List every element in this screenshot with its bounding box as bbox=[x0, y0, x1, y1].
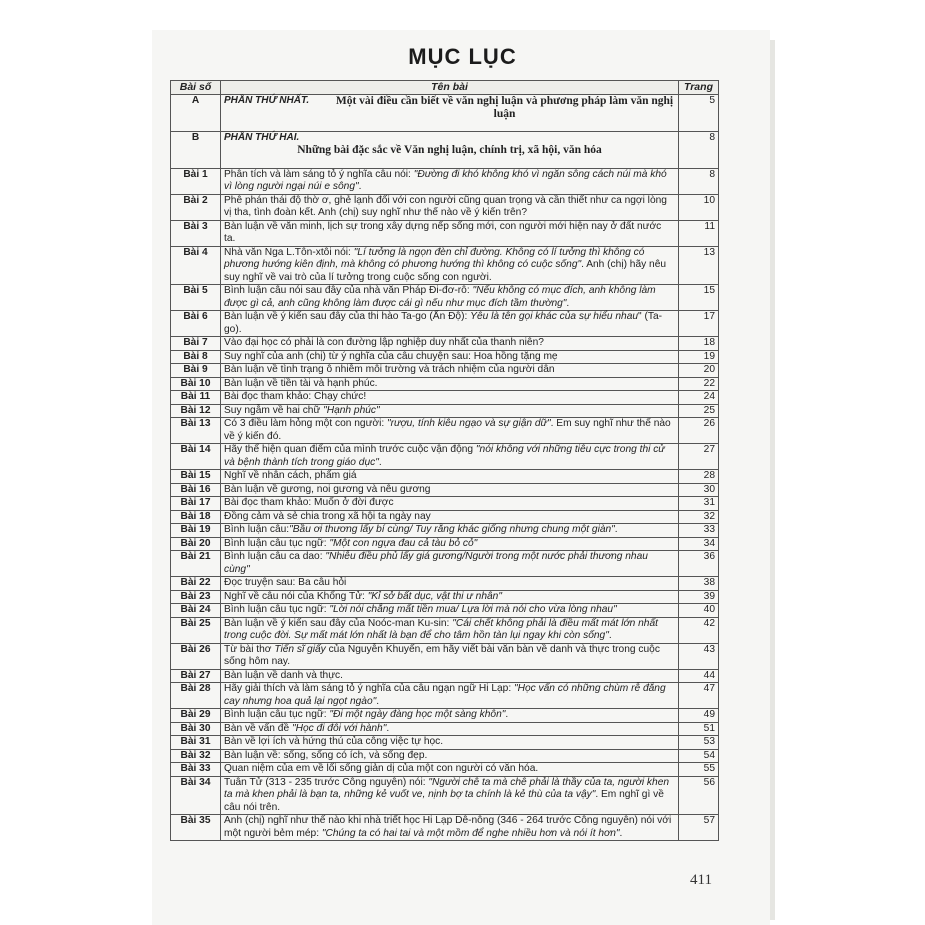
entry-title-tail: . bbox=[386, 722, 390, 734]
toc-entry-row bbox=[171, 524, 719, 538]
toc-entry-row bbox=[171, 391, 719, 405]
page-title: MỤC LỤC bbox=[408, 44, 517, 69]
entry-title bbox=[221, 470, 679, 484]
entry-title-text: Từ bài thơ bbox=[224, 643, 275, 655]
entry-page: 26 bbox=[679, 418, 719, 444]
toc-entry-row bbox=[171, 418, 719, 444]
entry-title-text: Bàn về vấn đề bbox=[224, 722, 292, 734]
entry-title bbox=[221, 285, 679, 311]
section-page: 5 bbox=[679, 94, 719, 131]
entry-num: Bài 30 bbox=[171, 722, 221, 736]
entry-num: Bài 6 bbox=[171, 311, 221, 337]
entry-title bbox=[221, 246, 679, 285]
toc-entry-row bbox=[171, 590, 719, 604]
entry-page: 8 bbox=[679, 168, 719, 194]
entry-title bbox=[221, 444, 679, 470]
entry-title bbox=[221, 776, 679, 815]
entry-title-tail: . bbox=[614, 524, 618, 535]
entry-title-quote: "Kỉ sở bất dục, vật thi ư nhân" bbox=[367, 590, 502, 602]
entry-num: Bài 34 bbox=[171, 776, 221, 815]
entry-num: Bài 26 bbox=[171, 643, 221, 669]
entry-title-tail: . bbox=[566, 297, 570, 309]
toc-entry-row bbox=[171, 444, 719, 470]
entry-title bbox=[221, 483, 679, 497]
section-cell bbox=[221, 131, 679, 168]
entry-title-text: Hãy thể hiện quan điểm của mình trước cuộc vận động bbox=[224, 444, 476, 455]
entry-page: 43 bbox=[679, 643, 719, 669]
entry-title-tail: . Em suy nghĩ như thế nào về ý kiến đó. bbox=[224, 418, 671, 442]
toc-entry-row bbox=[171, 377, 719, 391]
entry-title-quote: "Học vấn có những chùm rễ đắng cay nhưng hoa quả lại ngọt ngào" bbox=[224, 683, 666, 707]
toc-entry-row bbox=[171, 246, 719, 285]
entry-title-quote: "Đường đi khó không khó vì ngăn sông cách núi mà khó vì lòng người ngại núi e sông" bbox=[224, 168, 667, 192]
entry-title bbox=[221, 220, 679, 246]
entry-page: 31 bbox=[679, 497, 719, 511]
entry-title-text: Có 3 điều làm hỏng một con người: bbox=[224, 418, 388, 429]
entry-page: 56 bbox=[679, 776, 719, 815]
entry-num: Bài 27 bbox=[171, 669, 221, 683]
toc-header-row bbox=[171, 81, 719, 95]
section-label: PHẦN THỨ NHẤT. bbox=[224, 94, 310, 106]
toc-entry-row bbox=[171, 683, 719, 709]
entry-title-quote: "rượu, tính kiêu ngạo và sự giận dữ" bbox=[387, 418, 551, 429]
toc-entry-row bbox=[171, 577, 719, 591]
entry-title-text: Tuân Tử (313 - 235 trước Công nguyên) nói: bbox=[224, 776, 429, 788]
entry-title-text: Phê phán thái độ thờ ơ, ghẻ lạnh đối với con người cũng quan trọng và cần thiết như ca ngợi lòng vị tha, tình đoàn kết. Anh (chị) suy nghĩ như thế nào về ý kiến trên? bbox=[224, 194, 667, 218]
entry-title-quote: "Người chê ta mà chê phải là thầy của ta, người khen ta mà khen phải là bạn ta, những kẻ vuốt ve, nịnh bợ ta chính là kẻ thù của ta vậy" bbox=[224, 776, 670, 800]
entry-title-text: Bình luận câu: bbox=[224, 524, 290, 535]
entry-title-text: Đồng cảm và sẻ chia trong xã hội ta ngày nay bbox=[224, 510, 431, 522]
entry-title-text: Bàn luận về ý kiến sau đây của thi hào Ta-go (Ấn Độ): bbox=[224, 311, 471, 322]
entry-title-text: Bàn luận về: sống, sống có ích, và sống đẹp. bbox=[224, 749, 428, 761]
toc-entry-row bbox=[171, 722, 719, 736]
entry-title-quote: Yêu là tên gọi khác của sự hiểu nhau bbox=[470, 311, 639, 322]
toc-entry-row bbox=[171, 709, 719, 723]
entry-title-tail: . bbox=[619, 827, 623, 839]
entry-title-quote: "Bầu ơi thương lấy bí cùng/ Tuy rằng khác giống nhưng chung một giàn" bbox=[289, 524, 615, 535]
entry-title-text: Bàn luận về tiền tài và hạnh phúc. bbox=[224, 377, 378, 389]
entry-page: 11 bbox=[679, 220, 719, 246]
entry-page: 19 bbox=[679, 350, 719, 364]
toc-entry-row bbox=[171, 736, 719, 750]
entry-title bbox=[221, 815, 679, 841]
entry-page: 15 bbox=[679, 285, 719, 311]
entry-title-text: Nghĩ về câu nói của Khổng Tử: bbox=[224, 590, 368, 602]
toc-entry-row bbox=[171, 311, 719, 337]
entry-title-quote: "Lí tưởng là ngọn đèn chỉ đường. Không có lí tưởng thì không có phương hướng kiên định, mà không có phương hướng thì không có cuộc sống" bbox=[224, 246, 645, 270]
entry-title-tail: . bbox=[378, 456, 382, 468]
entry-title bbox=[221, 194, 679, 220]
entry-title bbox=[221, 524, 679, 538]
toc-entry-row bbox=[171, 776, 719, 815]
toc-entry-row bbox=[171, 537, 719, 551]
entry-page: 22 bbox=[679, 377, 719, 391]
entry-page: 36 bbox=[679, 551, 719, 577]
entry-title-text: Bình luận câu tục ngữ: bbox=[224, 604, 330, 615]
entry-page: 17 bbox=[679, 311, 719, 337]
entry-title bbox=[221, 577, 679, 591]
entry-num: Bài 25 bbox=[171, 617, 221, 643]
entry-title-text: Bàn về lợi ích và hứng thú của công việc tự học. bbox=[224, 736, 444, 747]
entry-num: Bài 5 bbox=[171, 285, 221, 311]
entry-title bbox=[221, 617, 679, 643]
entry-num: Bài 35 bbox=[171, 815, 221, 841]
entry-title bbox=[221, 763, 679, 777]
toc-entry-row bbox=[171, 194, 719, 220]
entry-title bbox=[221, 391, 679, 405]
entry-num: Bài 14 bbox=[171, 444, 221, 470]
entry-page: 10 bbox=[679, 194, 719, 220]
entry-num: Bài 12 bbox=[171, 404, 221, 418]
entry-title-quote: "Một con ngựa đau cả tàu bỏ cỏ" bbox=[329, 537, 478, 549]
entry-page: 55 bbox=[679, 763, 719, 777]
section-num: B bbox=[171, 131, 221, 168]
entry-title-text: Anh (chị) nghĩ như thế nào khi nhà triết học Hi Lạp Dê-nông (346 - 264 trước Công nguyên) nói với một người bẻm mép: bbox=[224, 815, 672, 839]
entry-page: 27 bbox=[679, 444, 719, 470]
entry-title-text: Suy ngẫm về hai chữ bbox=[224, 404, 324, 416]
entry-num: Bài 1 bbox=[171, 168, 221, 194]
entry-title bbox=[221, 722, 679, 736]
entry-page: 54 bbox=[679, 749, 719, 763]
entry-page: 30 bbox=[679, 483, 719, 497]
entry-num: Bài 23 bbox=[171, 590, 221, 604]
entry-num: Bài 22 bbox=[171, 577, 221, 591]
entry-page: 53 bbox=[679, 736, 719, 750]
entry-title-tail: . Anh (chị) hãy nêu suy nghĩ về vai trò của lí tưởng trong cuộc sống con người. bbox=[224, 259, 667, 283]
entry-title-text: Phân tích và làm sáng tỏ ý nghĩa câu nói: bbox=[224, 168, 414, 180]
entry-title-tail: của Nguyễn Khuyến, em hãy viết bài văn bàn về danh và thực trong cuộc sống hôm nay. bbox=[224, 643, 660, 667]
entry-page: 18 bbox=[679, 337, 719, 351]
entry-title-text: Quan niệm của em về lối sống giản dị của một con người có văn hóa. bbox=[224, 763, 539, 774]
entry-title-text: Bình luận câu nói sau đây của nhà văn Pháp Đi-đơ-rô: bbox=[224, 285, 473, 296]
entry-title bbox=[221, 683, 679, 709]
entry-title bbox=[221, 497, 679, 511]
entry-num: Bài 2 bbox=[171, 194, 221, 220]
entry-num: Bài 8 bbox=[171, 350, 221, 364]
entry-title-text: Đọc truyện sau: Ba câu hỏi bbox=[224, 577, 347, 588]
toc-entry-row bbox=[171, 763, 719, 777]
entry-title-quote: "nói không với những tiêu cực trong thi cử và bệnh thành tích trong giáo dục" bbox=[224, 444, 665, 468]
entry-title bbox=[221, 709, 679, 723]
entry-title bbox=[221, 669, 679, 683]
entry-num: Bài 16 bbox=[171, 483, 221, 497]
entry-title-text: Nhà văn Nga L.Tôn-xtôi nói: bbox=[224, 246, 354, 258]
entry-title-quote: "Học đi đôi với hành" bbox=[291, 722, 387, 734]
toc-entry-row bbox=[171, 470, 719, 484]
entry-title-tail: . bbox=[376, 695, 380, 707]
entry-page: 40 bbox=[679, 604, 719, 618]
entry-page: 49 bbox=[679, 709, 719, 723]
section-page: 8 bbox=[679, 131, 719, 168]
entry-title-text: Bàn luận về tình trạng ô nhiễm môi trường và trách nhiệm của người dân bbox=[224, 364, 555, 375]
toc-entry-row bbox=[171, 285, 719, 311]
entry-title-text: Nghĩ về nhân cách, phẩm giá bbox=[224, 470, 357, 481]
entry-page: 24 bbox=[679, 391, 719, 405]
entry-title bbox=[221, 168, 679, 194]
toc-entry-row bbox=[171, 604, 719, 618]
toc-entry-row bbox=[171, 749, 719, 763]
section-row bbox=[171, 94, 719, 131]
entry-num: Bài 20 bbox=[171, 537, 221, 551]
entry-title-text: Hãy giải thích và làm sáng tỏ ý nghĩa của câu ngạn ngữ Hi Lạp: bbox=[224, 683, 514, 694]
entry-title-text: Bình luận câu tục ngữ: bbox=[224, 709, 330, 720]
entry-title bbox=[221, 364, 679, 378]
entry-title bbox=[221, 350, 679, 364]
entry-title bbox=[221, 551, 679, 577]
entry-title-quote: "Nhiễu điều phủ lấy giá gương/Người trong một nước phải thương nhau cùng" bbox=[224, 551, 648, 575]
entry-num: Bài 10 bbox=[171, 377, 221, 391]
entry-title bbox=[221, 736, 679, 750]
header-num: Bài số bbox=[171, 81, 221, 95]
entry-title-text: Bàn luận về văn minh, lịch sự trong xây dựng nếp sống mới, con người mới hiện nay ở đất nước ta. bbox=[224, 220, 662, 244]
toc-entry-row bbox=[171, 168, 719, 194]
entry-title-tail: . bbox=[505, 709, 509, 720]
entry-title bbox=[221, 404, 679, 418]
entry-page: 57 bbox=[679, 815, 719, 841]
page-number: 411 bbox=[690, 872, 712, 888]
toc-entry-row bbox=[171, 337, 719, 351]
entry-page: 33 bbox=[679, 524, 719, 538]
entry-title bbox=[221, 377, 679, 391]
entry-page: 38 bbox=[679, 577, 719, 591]
entry-page: 13 bbox=[679, 246, 719, 285]
entry-title bbox=[221, 590, 679, 604]
toc-entry-row bbox=[171, 364, 719, 378]
entry-num: Bài 15 bbox=[171, 470, 221, 484]
entry-title-text: Bài đọc tham khảo: Chạy chức! bbox=[224, 391, 367, 402]
entry-title-quote: Tiến sĩ giấy bbox=[274, 643, 326, 655]
entry-num: Bài 3 bbox=[171, 220, 221, 246]
entry-num: Bài 29 bbox=[171, 709, 221, 723]
entry-title-quote: "Hạnh phúc" bbox=[323, 404, 380, 416]
entry-title bbox=[221, 337, 679, 351]
entry-title-quote: "Lời nói chẳng mất tiền mua/ Lựa lời mà nói cho vừa lòng nhau" bbox=[329, 604, 617, 615]
entry-page: 28 bbox=[679, 470, 719, 484]
entry-num: Bài 7 bbox=[171, 337, 221, 351]
toc-entry-row bbox=[171, 220, 719, 246]
entry-title bbox=[221, 510, 679, 524]
toc-entry-row bbox=[171, 617, 719, 643]
entry-title bbox=[221, 418, 679, 444]
toc-entry-row bbox=[171, 404, 719, 418]
entry-num: Bài 13 bbox=[171, 418, 221, 444]
entry-num: Bài 11 bbox=[171, 391, 221, 405]
entry-num: Bài 19 bbox=[171, 524, 221, 538]
section-label: PHẦN THỨ HAI. bbox=[224, 131, 300, 143]
entry-page: 42 bbox=[679, 617, 719, 643]
entry-title-quote: "Nếu không có mục đích, anh không làm được gì cả, anh cũng không làm được cái gì nếu như mục đích tầm thường" bbox=[224, 285, 656, 309]
entry-title-text: Bàn luận về gương, noi gương và nêu gương bbox=[224, 483, 431, 495]
toc-entry-row bbox=[171, 669, 719, 683]
entry-title bbox=[221, 311, 679, 337]
toc-entry-row bbox=[171, 551, 719, 577]
entry-page: 34 bbox=[679, 537, 719, 551]
toc-entry-row bbox=[171, 510, 719, 524]
entry-title-text: Bàn luận về danh và thực. bbox=[224, 669, 343, 681]
entry-num: Bài 21 bbox=[171, 551, 221, 577]
entry-num: Bài 9 bbox=[171, 364, 221, 378]
entry-title-tail: . Em nghĩ gì về câu nói trên. bbox=[224, 789, 664, 813]
entry-num: Bài 32 bbox=[171, 749, 221, 763]
section-row bbox=[171, 131, 719, 168]
entry-title-text: Bình luận câu ca dao: bbox=[224, 551, 326, 562]
page-edge bbox=[770, 40, 775, 920]
toc-entry-row bbox=[171, 643, 719, 669]
entry-num: Bài 31 bbox=[171, 736, 221, 750]
entry-title-text: Bàn luận về ý kiến sau đây của Noóc-man Ku-sin: bbox=[224, 617, 453, 629]
entry-num: Bài 24 bbox=[171, 604, 221, 618]
section-title: Một vài điều cần biết về văn nghị luận và phương pháp làm văn nghị luận bbox=[335, 95, 674, 120]
entry-num: Bài 28 bbox=[171, 683, 221, 709]
entry-title-tail: . bbox=[358, 181, 362, 192]
entry-title-text: Vào đại học có phải là con đường lập nghiệp duy nhất của thanh niên? bbox=[224, 337, 544, 348]
entry-page: 39 bbox=[679, 590, 719, 604]
entry-title-text: Bài đọc tham khảo: Muốn ở đời được bbox=[224, 497, 394, 508]
entry-title-tail: . bbox=[608, 630, 612, 641]
entry-title bbox=[221, 643, 679, 669]
entry-title-text: Suy nghĩ của anh (chị) từ ý nghĩa của câu chuyện sau: Hoa hồng tặng mẹ bbox=[224, 350, 558, 362]
entry-page: 25 bbox=[679, 404, 719, 418]
entry-page: 47 bbox=[679, 683, 719, 709]
entry-title bbox=[221, 537, 679, 551]
entry-title bbox=[221, 749, 679, 763]
entry-page: 44 bbox=[679, 669, 719, 683]
entry-title-tail: " (Ta-go). bbox=[224, 311, 663, 335]
entry-page: 51 bbox=[679, 722, 719, 736]
section-title: Những bài đặc sắc về Văn nghị luận, chính trị, xã hội, văn hóa bbox=[297, 144, 602, 156]
entry-page: 32 bbox=[679, 510, 719, 524]
toc-entry-row bbox=[171, 350, 719, 364]
section-cell bbox=[221, 94, 679, 131]
section-num: A bbox=[171, 94, 221, 131]
entry-title-quote: "Chúng ta có hai tai và một mồm để nghe nhiều hơn và nói ít hơn" bbox=[321, 827, 620, 839]
entry-title bbox=[221, 604, 679, 618]
toc-entry-row bbox=[171, 497, 719, 511]
toc-entry-row bbox=[171, 483, 719, 497]
entry-title-text: Bình luận câu tục ngữ: bbox=[224, 537, 330, 549]
entry-num: Bài 4 bbox=[171, 246, 221, 285]
header-name: Tên bài bbox=[221, 81, 679, 95]
header-page: Trang bbox=[679, 81, 719, 95]
entry-num: Bài 33 bbox=[171, 763, 221, 777]
toc-table bbox=[170, 80, 719, 841]
entry-page: 20 bbox=[679, 364, 719, 378]
entry-title-quote: "Cái chết không phải là điều mất mát lớn nhất trong cuộc đời. Sự mất mát lớn nhất là bạn để cho tâm hồn tàn lụi ngay khi còn sống" bbox=[224, 617, 658, 641]
toc-entry-row bbox=[171, 815, 719, 841]
entry-num: Bài 17 bbox=[171, 497, 221, 511]
entry-num: Bài 18 bbox=[171, 510, 221, 524]
entry-title-quote: "Đi một ngày đàng học một sàng khôn" bbox=[329, 709, 506, 720]
